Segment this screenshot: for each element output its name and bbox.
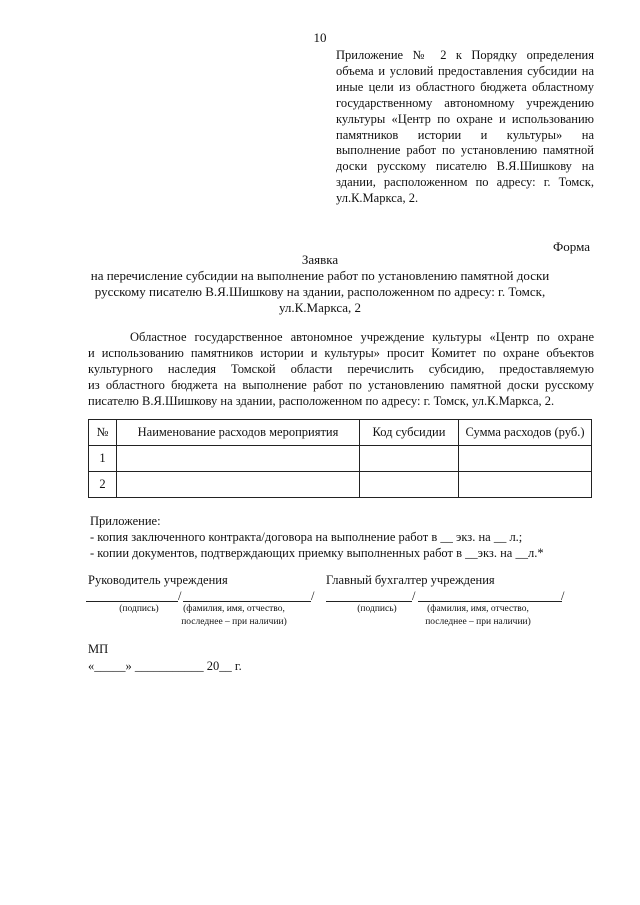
table-cell [117,446,360,472]
accountant-signature-line [326,601,412,602]
header-amount: Сумма расходов (руб.) [459,420,592,446]
table-header-row [89,420,592,446]
appendix-line: объема и условий предоставления субсидии на [336,63,594,78]
intro-line: Областное государственное автономное учреждение культуры «Центр по охране [130,330,594,344]
attachment-item: - копии документов, подтверждающих приемку выполненных работ в __экз. на __л.* [90,545,544,560]
separator-slash: / [412,589,416,603]
separator-slash: / [178,589,182,603]
appendix-line: здании, расположенном по адресу: г. Томск, [336,175,594,190]
head-name-line [183,601,311,602]
head-signature-title: Руководитель учреждения [88,573,228,587]
accountant-name-line [418,601,562,602]
table-cell [459,472,592,498]
table-cell [117,472,360,498]
date-line: «_____» ___________ 20__ г. [88,659,242,673]
name-caption-line: (фамилия, имя, отчество, [183,604,285,614]
signature-caption: (подпись) [119,604,159,614]
header-expense-name: Наименование расходов мероприятия [117,420,360,446]
appendix-line: государственному автономному учреждению [336,95,594,110]
name-caption [164,603,304,628]
form-label: Форма [553,239,590,254]
document-title [60,252,580,316]
header-subsidy-code: Код субсидии [360,420,459,446]
appendix-line: выполнение работ по установлению памятной [336,143,594,158]
table-cell [360,446,459,472]
table-row [89,446,592,472]
head-signature-line [86,601,178,602]
title-line: ул.К.Маркса, 2 [278,300,362,315]
attachments-heading: Приложение: [90,514,161,528]
appendix-reference [336,48,594,207]
appendix-line: доски русскому писателю В.Я.Шишкову на [336,159,594,174]
appendix-line: ул.К.Маркса, 2. [336,191,419,206]
table-row [89,472,592,498]
table-cell [459,446,592,472]
intro-line: и использованию памятников истории и культуры» просит Комитет по охране объектов [88,346,594,360]
appendix-line: Приложение № 2 к Порядку определения [336,48,594,62]
attachment-item: - копия заключенного контракта/договора на выполнение работ в __ экз. на __ л.; [90,529,523,544]
title-line: на перечисление субсидии на выполнение работ по установлению памятной доски [90,268,550,283]
separator-slash: / [561,589,565,603]
intro-line: из областного бюджета на выполнение работ по установлению памятной доски русскому [88,378,594,392]
expenses-table [88,419,592,498]
table-cell: 2 [89,472,117,498]
intro-line: культурного наследия Томской области перечислить субсидию, предоставляемую [88,362,594,376]
appendix-line: культуры «Центр по охране и использованию [336,111,594,126]
intro-line: писателю В.Я.Шишкову на здании, расположенном по адресу: г. Томск, ул.К.Маркса, 2. [88,394,555,408]
name-caption-line: (фамилия, имя, отчество, [427,604,529,614]
attachments-block [90,514,544,561]
title-heading: Заявка [301,252,339,267]
title-line: русскому писателю В.Я.Шишкову на здании, расположенном по адресу: г. Томск, [94,284,546,299]
stamp-label: МП [88,642,109,656]
separator-slash: / [311,589,315,603]
name-caption-line: последнее – при наличии) [181,616,287,627]
table-cell: 1 [89,446,117,472]
table-cell [360,472,459,498]
appendix-line: памятников истории и культуры» на [336,127,594,142]
accountant-signature-title: Главный бухгалтер учреждения [326,573,495,587]
signature-caption: (подпись) [357,604,397,614]
header-number: № [89,420,117,446]
intro-paragraph [88,329,594,409]
appendix-line: иные цели из областного бюджета областному [336,79,594,94]
page-number: 10 [313,30,327,45]
name-caption [408,603,548,628]
name-caption-line: последнее – при наличии) [425,616,531,627]
